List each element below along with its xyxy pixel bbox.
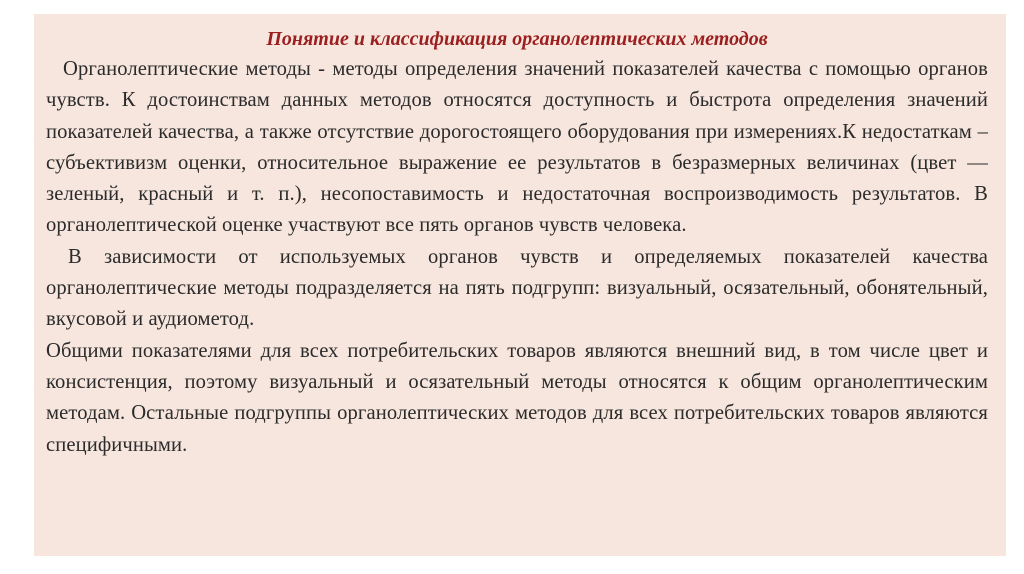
slide-title: Понятие и классификация органолептических методов: [266, 28, 768, 50]
content-panel: [34, 14, 1006, 556]
paragraph-subgroups: В зависимости от используемых органов чувств и определяемых показателей качества органолептические методы подразделяется на пять подгрупп: визуальный, осязательный, обонятельный, вкусовой и аудиометод.: [46, 245, 988, 331]
paragraph-general-indicators: Общими показателями для всех потребительских товаров являются внешний вид, в том числе цвет и консистенция, поэтому визуальный и осязательный методы относятся к общим органолептическим методам. Остальные подгруппы органолептических методов для всех потребительских товаров являются специфичными.: [46, 339, 988, 456]
paragraph-definition: Органолептические методы - методы определения значений показателей качества с помощью органов чувств. К достоинствам данных методов относятся доступность и быстрота определения значений показателей качества, а также отсутствие дорогостоящего оборудования при измерениях.К недостаткам – субъективизм оценки, относительное выражение ее результатов в безразмерных величинах (цвет — зеленый, красный и т. п.), несопоставимость и недостаточная воспроизводимость результатов. В органолептической оценке участвуют все пять органов чувств человека.: [46, 58, 988, 237]
